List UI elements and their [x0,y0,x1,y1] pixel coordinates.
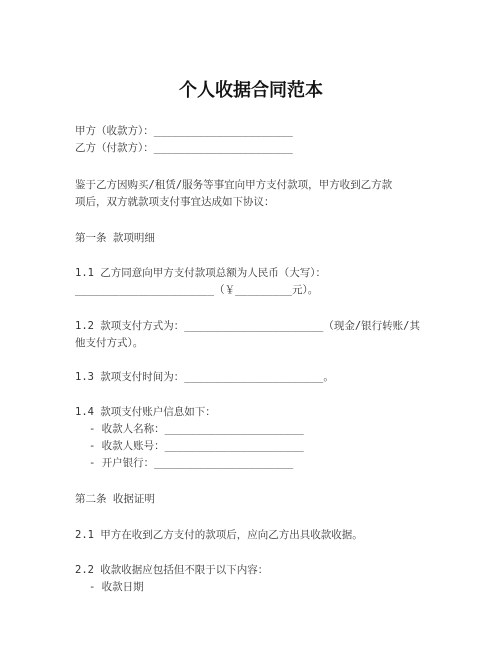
clause-1-1-line-1: 1.1 乙方同意向甲方支付款项总额为人民币（大写）： [75,267,327,279]
bank-item: - 开户银行：______________________ [89,457,294,469]
preamble-line-2: 项后，双方就款项支付事宜达成如下协议： [75,196,275,208]
clause-2-2: 2.2 收款收据应包括但不限于以下内容： [75,564,269,576]
clause-2-1: 2.1 甲方在收到乙方支付的款项后，应向乙方出具收款收据。 [75,529,363,541]
account-number-item: - 收款人账号：______________________ [89,440,304,452]
article-1-heading: 第一条 款项明细 [75,232,155,244]
clause-1-3: 1.3 款项支付时间为：______________________。 [75,371,334,383]
account-name-item: - 收款人名称：______________________ [89,423,304,435]
party-a-line: 甲方（收款方）：______________________ [75,125,293,137]
article-2-heading: 第二条 收据证明 [75,493,155,505]
document-title: 个人收据合同范本 [179,80,323,101]
clause-1-2-line-2: 他支付方式）。 [75,337,144,349]
clause-1-4: 1.4 款项支付账户信息如下： [75,406,216,418]
receipt-date-item: - 收款日期 [89,581,144,593]
preamble-line-1: 鉴于乙方因购买/租赁/服务等事宜向甲方支付款项，甲方收到乙方款 [75,179,393,191]
party-b-line: 乙方（付款方）：______________________ [75,142,293,154]
clause-1-1-line-2: ______________________（￥_________元）。 [75,284,319,296]
clause-1-2-line-1: 1.2 款项支付方式为：______________________（现金/银行转账/其 [75,320,421,332]
